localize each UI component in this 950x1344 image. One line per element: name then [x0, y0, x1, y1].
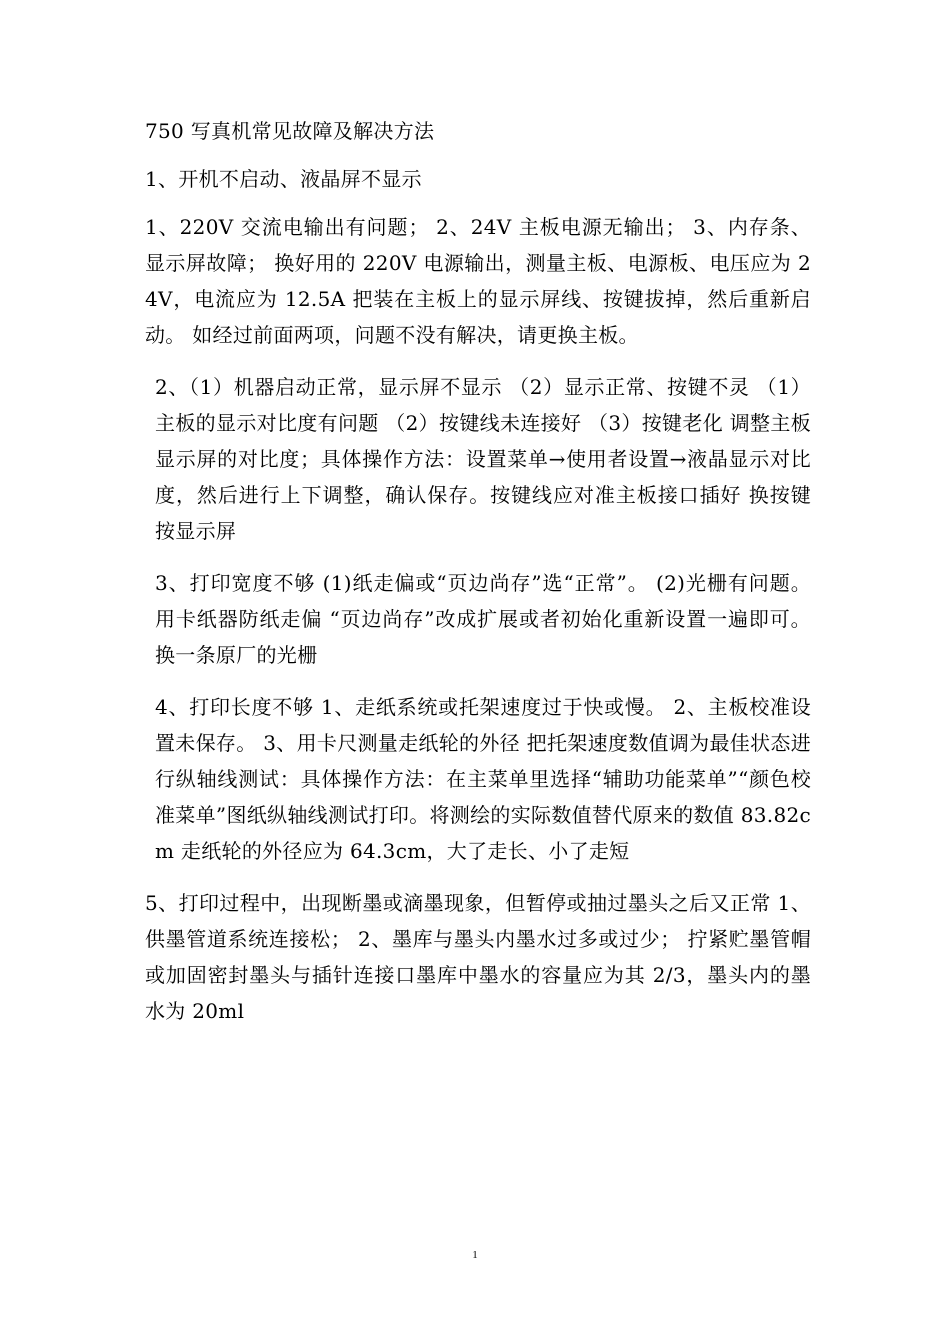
paragraph-1: 1、220V 交流电输出有问题； 2、24V 主板电源无输出； 3、内存条、显示屏故障； 换好用的 220V 电源输出，测量主板、电源板、电压应为 24V，电流应为 12.5A 把装在主板上的显示屏线、按键拔掉，然后重新启动。 如经过前面两项，问题不没有解决，请更换主板。	[145, 215, 811, 347]
paragraph-5: 5、打印过程中，出现断墨或滴墨现象，但暂停或抽过墨头之后又正常 1、供墨管道系统连接松； 2、墨库与墨头内墨水过多或过少； 拧紧贮墨管帽或加固密封墨头与插针连接口墨库中墨水的容量应为其 2/3，墨头内的墨水为 20ml	[145, 891, 811, 1023]
section-heading: 1、开机不启动、液晶屏不显示	[145, 167, 422, 191]
paragraph-3: 3、打印宽度不够 (1)纸走偏或“页边尚存”选“正常”。 (2)光栅有问题。 用卡纸器防纸走偏 “页边尚存”改成扩展或者初始化重新设置一遍即可。 换一条原厂的光栅	[155, 571, 811, 667]
document-body	[145, 113, 811, 1045]
page-number: 1	[472, 1249, 478, 1261]
paragraph-2: 2、（1）机器启动正常，显示屏不显示 （2）显示正常、按键不灵 （1）主板的显示对比度有问题 （2）按键线未连接好 （3）按键老化 调整主板显示屏的对比度；具体操作方法：设置菜单→使用者设置→液晶显示对比度，然后进行上下调整，确认保存。按键线应对准主板接口插好 换按键 按显示屏	[155, 375, 811, 543]
paragraph-4: 4、打印长度不够 1、走纸系统或托架速度过于快或慢。 2、主板校准设置未保存。 3、用卡尺测量走纸轮的外径 把托架速度数值调为最佳状态进行纵轴线测试：具体操作方法：在主菜单里选择“辅助功能菜单”“颜色校准菜单”图纸纵轴线测试打印。将测绘的实际数值替代原来的数值 83.82cm 走纸轮的外径应为 64.3cm，大了走长、小了走短	[155, 695, 811, 863]
document-title: 750 写真机常见故障及解决方法	[145, 119, 435, 143]
